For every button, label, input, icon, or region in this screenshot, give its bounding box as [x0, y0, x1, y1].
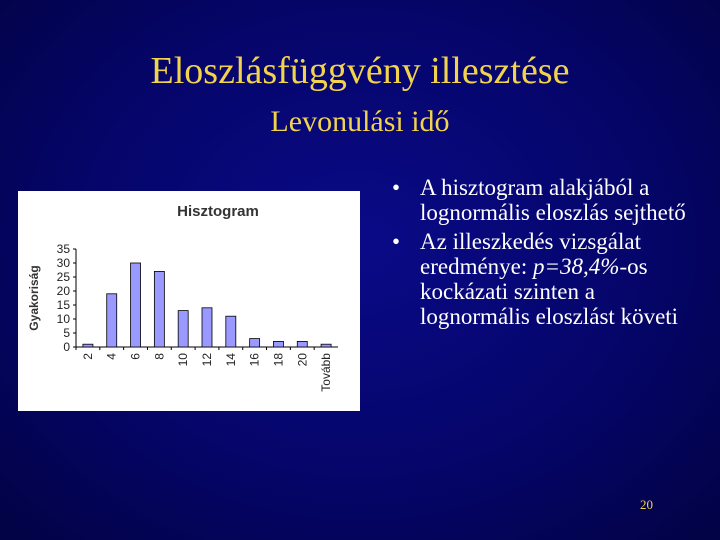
histogram-bar — [321, 344, 331, 347]
bullet-item-1 — [390, 175, 710, 225]
y-tick-label: 35 — [56, 242, 70, 256]
histogram-bar — [83, 344, 93, 347]
x-tick-label: 10 — [176, 353, 191, 367]
y-tick-label: 0 — [63, 340, 70, 354]
page-number: 20 — [640, 497, 653, 512]
histogram-chart — [18, 191, 360, 411]
histogram-bar — [297, 341, 307, 347]
slide-title: Eloszlásfüggvény illesztése — [150, 50, 570, 92]
histogram-bar — [154, 271, 164, 347]
x-tick-label: 18 — [271, 353, 286, 367]
histogram-bar — [107, 294, 117, 347]
histogram-bar — [226, 316, 236, 347]
y-tick-label: 30 — [56, 256, 70, 270]
x-tick-label: 4 — [104, 353, 119, 360]
x-tick-label: 16 — [247, 353, 262, 367]
bullet-item-2 — [390, 229, 710, 329]
bullet-text-2-italic: p=38,4% — [533, 254, 620, 279]
x-tick-label: 8 — [152, 353, 167, 360]
bullet-list — [390, 175, 710, 333]
bullet-marker: • — [392, 175, 401, 200]
histogram-bar — [202, 308, 212, 347]
bullet-text-1: A hisztogram alakjából a lognormális eloszlás sejthető — [420, 175, 686, 225]
histogram-bar — [131, 263, 141, 347]
y-tick-label: 5 — [63, 326, 70, 340]
histogram-bar — [250, 339, 260, 347]
histogram-bar — [178, 311, 188, 347]
x-tick-label: 6 — [128, 353, 143, 360]
chart-title: Hisztogram — [177, 203, 259, 220]
y-tick-label: 10 — [56, 312, 70, 326]
histogram-bar — [273, 341, 283, 347]
x-tick-label: 12 — [200, 353, 214, 367]
y-axis-label: Gyakoriság — [27, 265, 41, 331]
y-tick-label: 20 — [56, 284, 70, 298]
slide-subtitle: Levonulási idő — [270, 105, 450, 138]
x-tick-label: 20 — [295, 353, 310, 367]
bullet-marker: • — [392, 229, 401, 254]
x-tick-label: 14 — [223, 353, 238, 367]
bullet-text-2-pre: Az illeszkedés vizsgálat eredménye: — [420, 229, 641, 279]
x-tick-label: Tovább — [319, 353, 334, 392]
y-tick-label: 15 — [56, 298, 70, 312]
histogram-svg — [18, 191, 360, 411]
x-tick-label: 2 — [80, 353, 95, 360]
bullet-text-2-post: -os kockázati szinten a lognormális eloszlást követi — [420, 254, 679, 329]
y-tick-label: 25 — [56, 270, 70, 284]
